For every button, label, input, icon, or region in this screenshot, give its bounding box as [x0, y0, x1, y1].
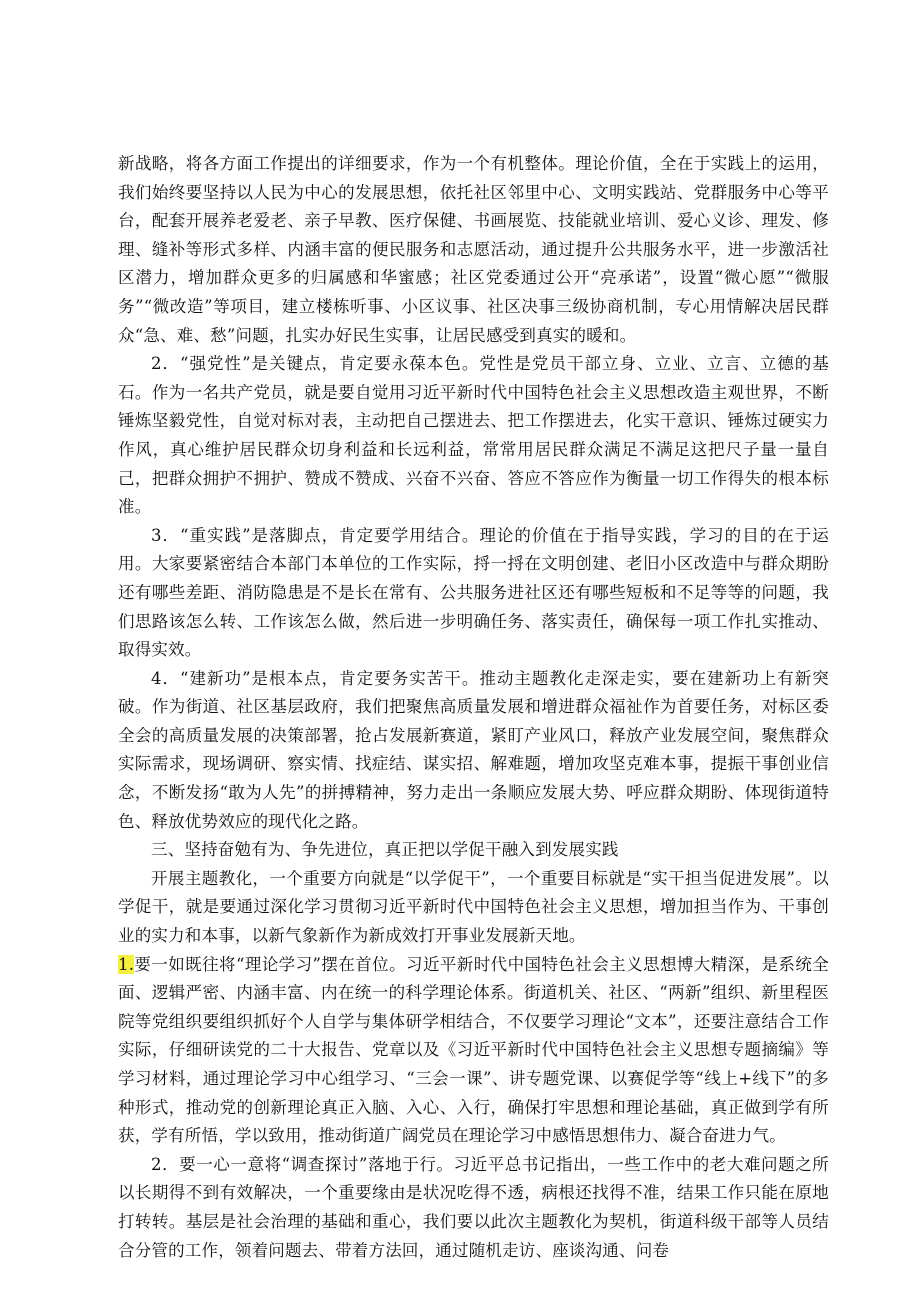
document-page [118, 150, 829, 1265]
paragraph-7 [118, 951, 829, 1151]
paragraph-3: 3．“重实践”是落脚点，肯定要学用结合。理论的价值在于指导实践，学习的目的在于运用。大家要紧密结合本部门本单位的工作实际，捋一捋在文明创建、老旧小区改造中与群众期盼还有哪些差距、消防隐患是不是长在常有、公共服务进社区还有哪些短板和不足等等的问题，我们思路该怎么转、工作该怎么做，然后进一步明确任务、落实责任，确保每一项工作扎实推动、取得实效。 [118, 525, 829, 660]
paragraph-1: 新战略，将各方面工作提出的详细要求，作为一个有机整体。理论价值，全在于实践上的运用，我们始终要坚持以人民为中心的发展思想，依托社区邻里中心、文明实践站、党群服务中心等平台，配套开展养老爱老、亲子早教、医疗保健、书画展览、技能就业培训、爱心义诊、理发、修理、缝补等形式多样、内涵丰富的便民服务和志愿活动，通过提升公共服务水平，进一步激活社区潜力，增加群众更多的归属感和华蜜感；社区党委通过公开“亮承诺”，设置“微心愿”“微服务”“微改造”等项目，建立楼栋听事、小区议事、社区决事三级协商机制，专心用情解决居民群众“急、难、愁”问题，扎实办好民生实事，让居民感受到真实的暖和。 [118, 154, 829, 345]
highlighted-item-number: 1. [118, 954, 135, 974]
paragraph-7-body: 要一如既往将“理论学习”摆在首位。习近平新时代中国特色社会主义思想博大精深，是系统全面、逻辑严密、内涵丰富、内在统一的科学理论体系。街道机关、社区、“两新”组织、新里程医院等党组织要组织抓好个人自学与集体研学相结合，不仅要学习理论“文本”，还要注意结合工作实际，仔细研读党的二十大报告、党章以及《习近平新时代中国特色社会主义思想专题摘编》等学习材料，通过理论学习中心组学习、“三会一课”、讲专题党课、以赛促学等“线上+线下”的多种形式，推动党的创新理论真正入脑、入心、入行，确保打牢思想和理论基础，真正做到学有所获，学有所悟，学以致用，推动街道广阔党员在理论学习中感悟思想伟力、凝合奋进力气。 [118, 954, 829, 1146]
section-heading-3: 三、坚持奋勉有为、争先进位，真正把以学促干融入到发展实践 [151, 840, 619, 860]
paragraph-4: 4．“建新功”是根本点，肯定要务实苦干。推动主题教化走深走实，要在建新功上有新突破。作为街道、社区基层政府，我们把聚焦高质量发展和增进群众福祉作为首要任务，对标区委全会的高质量发展的决策部署，抢占发展新赛道，紧盯产业风口，释放产业发展空间，聚焦群众实际需求，现场调研、察实情、找症结、谋实招、解难题，增加攻坚克难本事，提振干事创业信念，不断发扬“敢为人先”的拼搏精神，努力走出一条顺应发展大势、呼应群众期盼、体现街道特色、释放优势效应的现代化之路。 [118, 668, 829, 831]
paragraph-8: 2．要一心一意将“调查探讨”落地于行。习近平总书记指出，一些工作中的老大难问题之所以长期得不到有效解决，一个重要缘由是状况吃得不透，病根还找得不准，结果工作只能在原地打转转。基层是社会治理的基础和重心，我们要以此次主题教化为契机，街道科级干部等人员结合分管的工作，领着问题去、带着方法回，通过随机走访、座谈沟通、问卷 [118, 1154, 829, 1260]
paragraph-6: 开展主题教化，一个重要方向就是“以学促干”，一个重要目标就是“实干担当促进发展”。以学促干，就是要通过深化学习贯彻习近平新时代中国特色社会主义思想，增加担当作为、干事创业的实力和本事，以新气象新作为新成效打开事业发展新天地。 [118, 868, 829, 946]
paragraph-2: 2．“强党性”是关键点，肯定要永葆本色。党性是党员干部立身、立业、立言、立德的基石。作为一名共产党员，就是要自觉用习近平新时代中国特色社会主义思想改造主观世界，不断锤炼坚毅党性，自觉对标对表，主动把自己摆进去、把工作摆进去，化实干意识、锤炼过硬实力作风，真心维护居民群众切身利益和长远利益，常常用居民群众满足不满足这把尺子量一量自己，把群众拥护不拥护、赞成不赞成、兴奋不兴奋、答应不答应作为衡量一切工作得失的根本标准。 [118, 354, 829, 517]
